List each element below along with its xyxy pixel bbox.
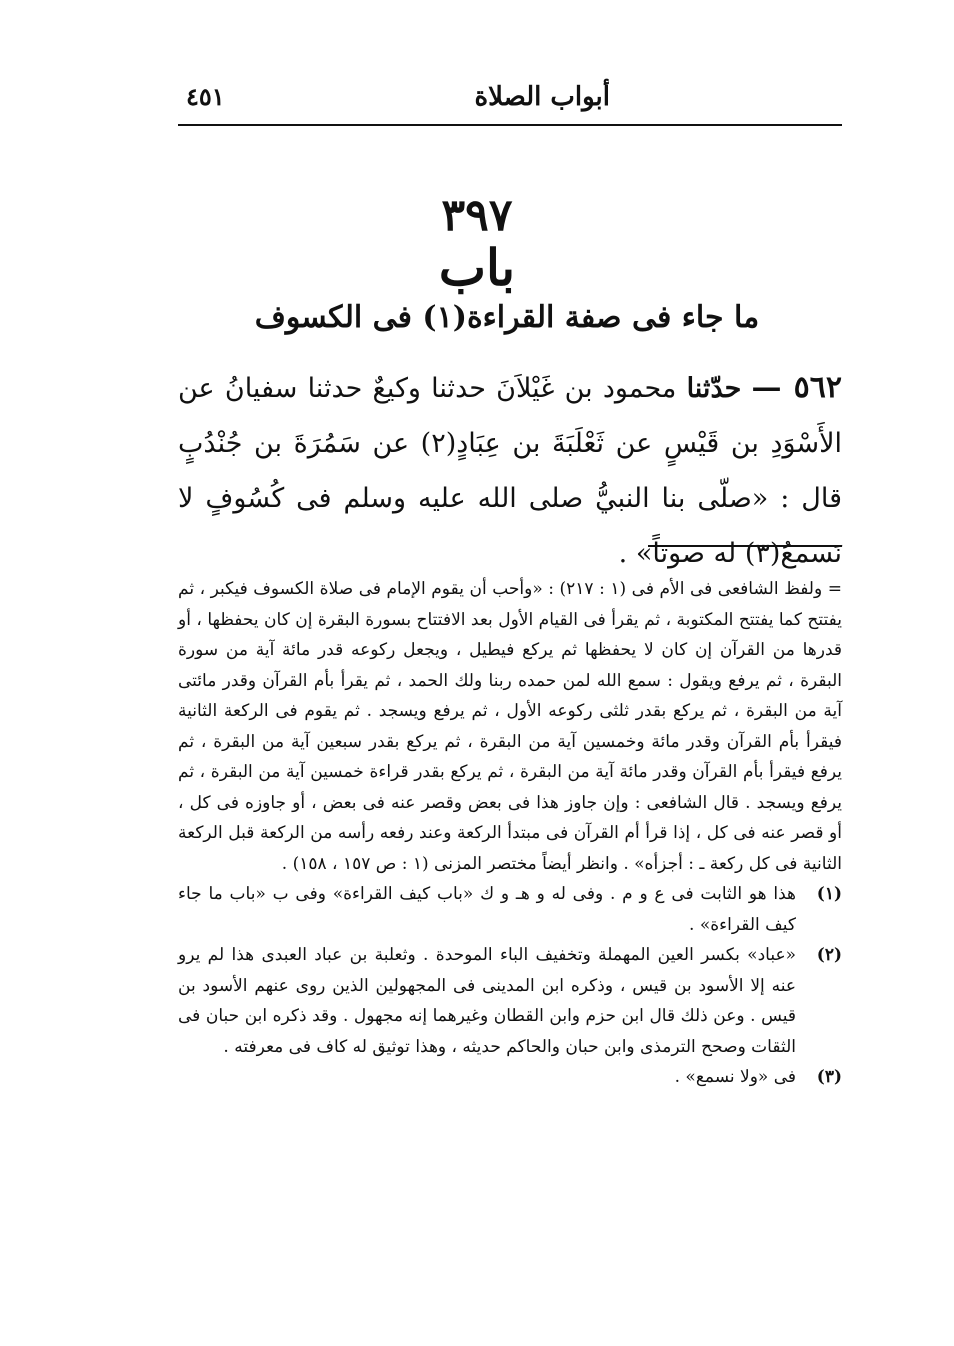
footnote-marker: (١)	[816, 884, 842, 904]
footnote-continuation: = ولفظ الشافعى فى الأم فى (١ : ٢١٧) : «وأحب أن يقوم الإمام فى صلاة الكسوف فيكبر ، ثم يفتتح كما يفتتح المكتوبة ، ثم يقرأ فى القيام الأول بعد الافتتاح بسورة البقرة إن كان يحفظها ، أو قدرها من القرآن إن كان لا يحفظها ثم يركع فيطيل ، ويجعل ركوعه قدر مائة آية من سورة البقرة ، ثم يرفع ويقول : سمع الله لمن حمده ربنا ولك الحمد ، ثم يقرأ بأم القرآن وقدر مائتى آية من البقرة ، ثم يركع بقدر ثلثى ركوعه الأول ، ثم يرفع ويسجد . ثم يقوم فى الركعة الثانية فيقرأ بأم القرآن وقدر مائة وخمسين آية من البقرة ، ثم يركع بقدر سبعين آية من البقرة ، ثم يرفع فيقرأ بأم القرآن وقدر مائة آية من البقرة ، ثم يركع بقدر قراءة خمسين آية من البقرة ، ثم يرفع ويسجد . قال الشافعى : وإن جاوز هذا فى بعض وقصر عنه فى بعض ، أو جاوزه فى كل ، أو قصر عنه فى كل ، إذا قرأ أم القرآن فى مبتدأ الركعة وعند رفعه رأسه من الركعة قبل الركعة الثانية فى كل ركعة ـ : أجزأه» . وانظر أيضاً مختصر المزنى (١ : ص ١٥٧ ، ١٥٨) .	[178, 579, 842, 874]
footnote-marker: (٢)	[816, 945, 842, 965]
chapter-title: ما جاء فى صفة القراءة(١) فى الكسوف	[254, 300, 760, 335]
chapter-number: ٣٩٧	[441, 190, 513, 241]
footnote-item	[178, 1062, 842, 1093]
hadith-text: محمود بن غَيْلاَنَ حدثنا وكيعٌ حدثنا سفيانُ عن الأَسْوَدِ بن قَيْسٍ عن ثَعْلَبَةَ بن عِبَادٍ(٢) عن سَمُرَةَ بن جُنْدُبٍ قال : «صلّى بنا النبيُّ صلى الله عليه وسلم فى كُسُوفٍ لا نَسمعُ(٣) له صوتاً» .	[178, 373, 842, 569]
footnote-divider	[648, 545, 842, 547]
hadith-opening-word: حدّثنا	[686, 373, 742, 404]
footnote-text: هذا هو الثابت فى ع و م . وفى له و هـ و ك «باب كيف القراءة» وفى ب «باب ما جاء كيف القراءة» .	[178, 884, 796, 935]
footnotes-section	[178, 574, 842, 1093]
page-number: ٤٥١	[186, 82, 225, 111]
footnote-item	[178, 940, 842, 1062]
footnote-text: فى «ولا نسمع» .	[674, 1067, 796, 1087]
footnote-text: «عباد» بكسر العين المهملة وتخفيف الباء الموحدة . وثعلبة بن عباد العبدى هذا لم يرو عنه إلا الأسود بن قيس ، وذكره ابن المدينى فى المجهولين الذين روى عنهم الأسود بن قيس . وعن ذلك قال ابن حزم وابن القطان وغيرهما إنه مجهول . وقد ذكره ابن حبان فى الثقات وصحح الترمذى وابن حبان والحاكم حديثه ، وهذا توثيق له كاف فى معرفته .	[178, 945, 796, 1057]
footnote-marker: (٣)	[816, 1067, 842, 1087]
hadith-paragraph	[178, 360, 842, 581]
running-header-title: أبواب الصلاة	[474, 82, 610, 112]
header-divider	[178, 124, 842, 126]
hadith-number: ٥٦٢ —	[751, 370, 842, 405]
chapter-heading-word: باب	[438, 238, 516, 297]
running-header	[178, 78, 842, 122]
footnote-item	[178, 879, 842, 940]
